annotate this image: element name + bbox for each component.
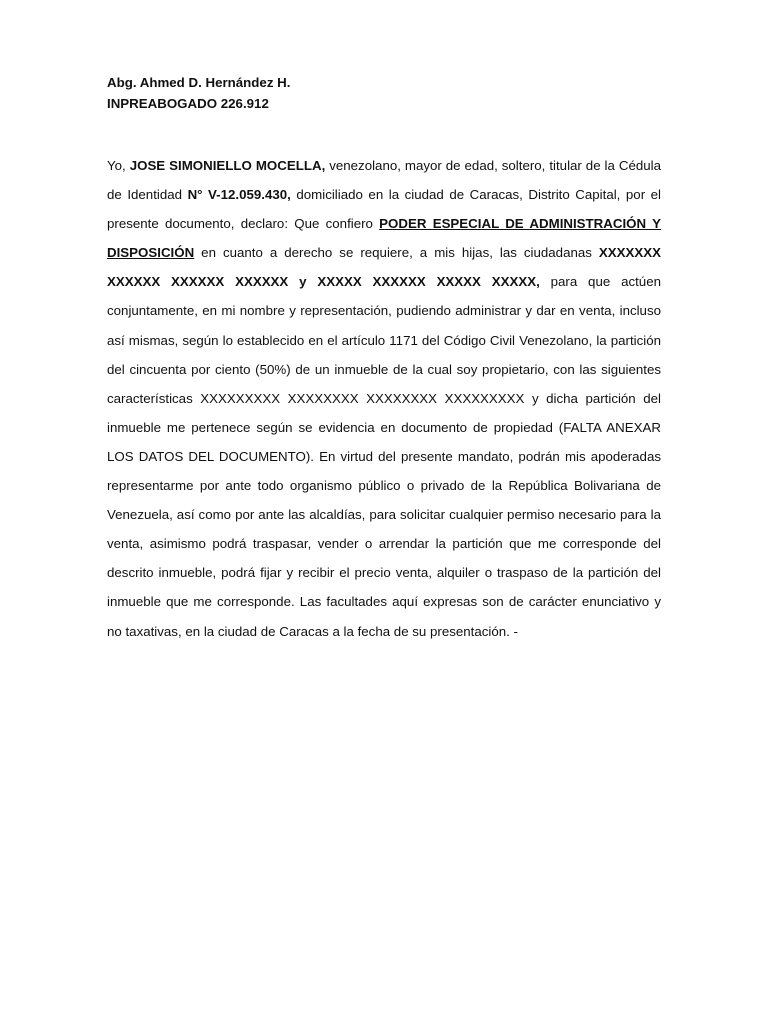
author-name: Abg. Ahmed D. Hernández H. [107, 75, 291, 90]
id-number: N° V-12.059.430, [187, 187, 291, 203]
document-header [107, 72, 290, 114]
power-type: PODER ESPECIAL DE ADMINISTRACIÓN Y DISPOSICIÓN [107, 216, 661, 261]
document-body-paragraph [107, 151, 661, 646]
body-text-segment: Yo, [107, 158, 130, 173]
body-text-segment: venezolano, mayor de edad, soltero, titular de la Cédula de Identidad [107, 158, 661, 203]
inpreabogado-number: INPREABOGADO 226.912 [107, 96, 269, 111]
body-text-segment: para que actúen conjuntamente, en mi nombre y representación, pudiendo administrar y dar en venta, incluso así mismas, según lo establecido en el artículo 1171 del Código Civil Venezolano, la partición del cincuenta por ciento (50%) de un inmueble de la cual soy propietario, con las siguientes características XXXXXXXXX XXXXXXXX XXXXXXXX XXXXXXXXX y dicha partición del inmueble me pertenece según se evidencia en documento de propiedad (FALTA ANEXAR LOS DATOS DEL DOCUMENTO). En virtud del presente mandato, podrán mis apoderadas representarme por ante todo organismo público o privado de la República Bolivariana de Venezuela, así como por ante las alcaldías, para solicitar cualquier permiso necesario para la venta, asimismo podrá traspasar, vender o arrendar la partición que me corresponde del descrito inmueble, podrá fijar y recibir el precio venta, alquiler o traspaso de la partición del inmueble que me corresponde. Las facultades aquí expresas son de carácter enunciativo y no taxativas, en la ciudad de Caracas a la fecha de su presentación. - [107, 274, 661, 639]
grantor-name: JOSE SIMONIELLO MOCELLA, [129, 158, 326, 173]
body-text-segment: domiciliado en la ciudad de Caracas, Distrito Capital, por el presente documento, declaro: Que confiero [107, 187, 661, 232]
body-text-segment: en cuanto a derecho se requiere, a mis hijas, las ciudadanas [194, 245, 599, 261]
daughters-names: XXXXXXX XXXXXX XXXXXX XXXXXX y XXXXX XXXXXX XXXXX XXXXX, [107, 245, 661, 290]
